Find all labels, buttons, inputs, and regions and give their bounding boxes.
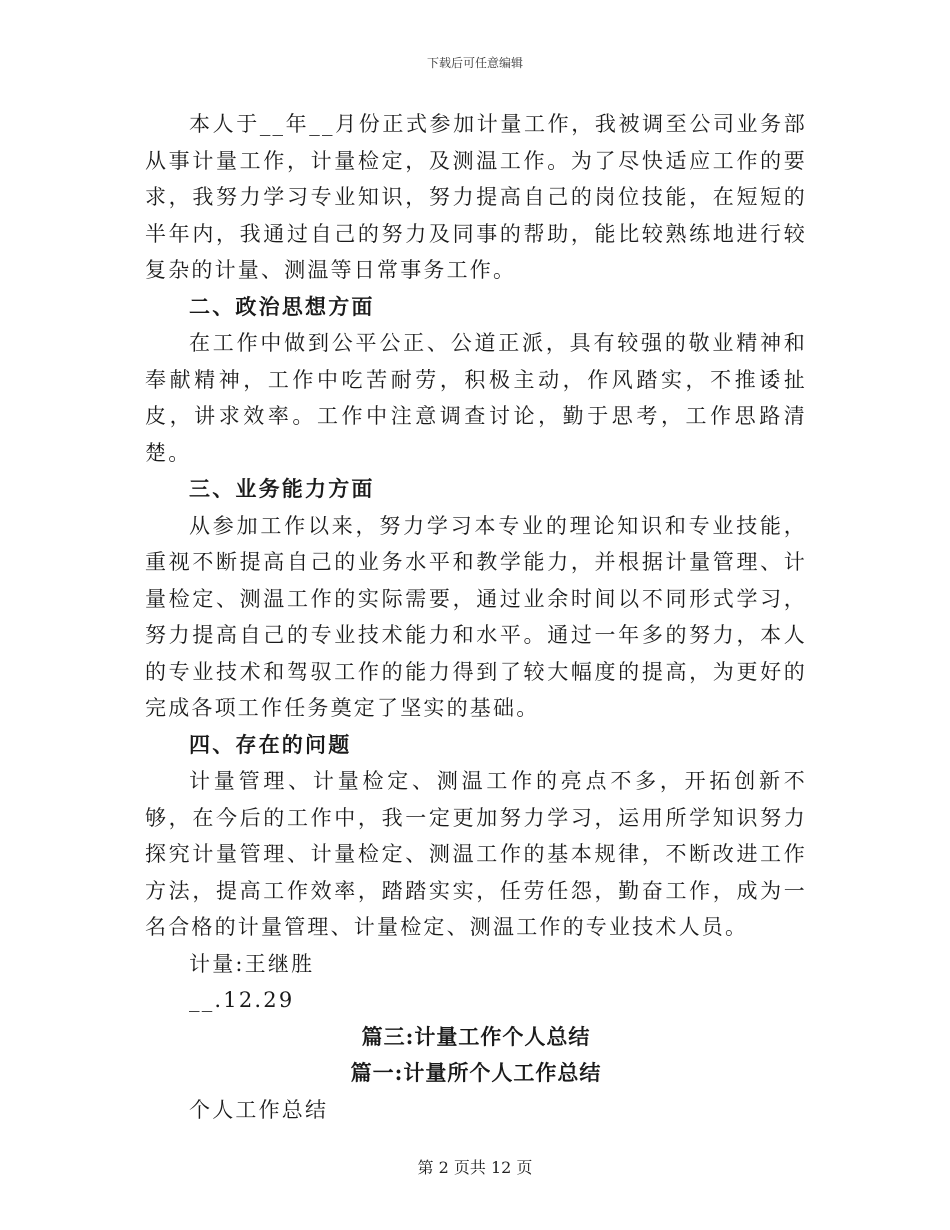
signature-line: 计量:王继胜 — [189, 951, 315, 976]
paragraph-political: 在工作中做到公平公正、公道正派，具有较强的敬业精神和奉献精神，工作中吃苦耐劳，积极主动，作风踏实，不推诿扯皮，讲求效率。工作中注意调查讨论，勤于思考，工作思路清楚。 — [145, 331, 807, 465]
article-title-1: 篇一:计量所个人工作总结 — [350, 1060, 602, 1085]
date-line: __.12.29 — [189, 988, 295, 1012]
section-heading-problems: 四、存在的问题 — [189, 731, 352, 757]
section-heading-political: 二、政治思想方面 — [189, 293, 375, 319]
paragraph-problems: 计量管理、计量检定、测温工作的亮点不多，开拓创新不够，在今后的工作中，我一定更加努力学习，运用所学知识努力探究计量管理、计量检定、测温工作的基本规律，不断改进工作方法，提高工作效率，踏踏实实，任劳任怨，勤奋工作，成为一名合格的计量管理、计量检定、测温工作的专业技术人员。 — [145, 769, 807, 939]
subtitle-personal-summary: 个人工作总结 — [189, 1097, 329, 1122]
section-heading-ability: 三、业务能力方面 — [189, 476, 375, 501]
page-number-footer: 第 2 页共 12 页 — [417, 1158, 533, 1177]
paragraph-ability: 从参加工作以来，努力学习本专业的理论知识和专业技能，重视不断提高自己的业务水平和教学能力，并根据计量管理、计量检定、测温工作的实际需要，通过业余时间以不同形式学习，努力提高自己的专业技术能力和水平。通过一年多的努力，本人的专业技术和驾驭工作的能力得到了较大幅度的提高，为更好的完成各项工作任务奠定了坚实的基础。 — [145, 513, 807, 720]
article-title-3: 篇三:计量工作个人总结 — [361, 1023, 591, 1049]
paragraph-intro: 本人于__年__月份正式参加计量工作，我被调至公司业务部从事计量工作，计量检定，及测温工作。为了尽快适应工作的要求，我努力学习专业知识，努力提高自己的岗位技能，在短短的半年内，我通过自己的努力及同事的帮助，能比较熟练地进行较复杂的计量、测温等日常事务工作。 — [145, 112, 807, 282]
page-header: 下载后可任意编辑 — [426, 56, 523, 70]
document-body — [145, 106, 807, 1128]
